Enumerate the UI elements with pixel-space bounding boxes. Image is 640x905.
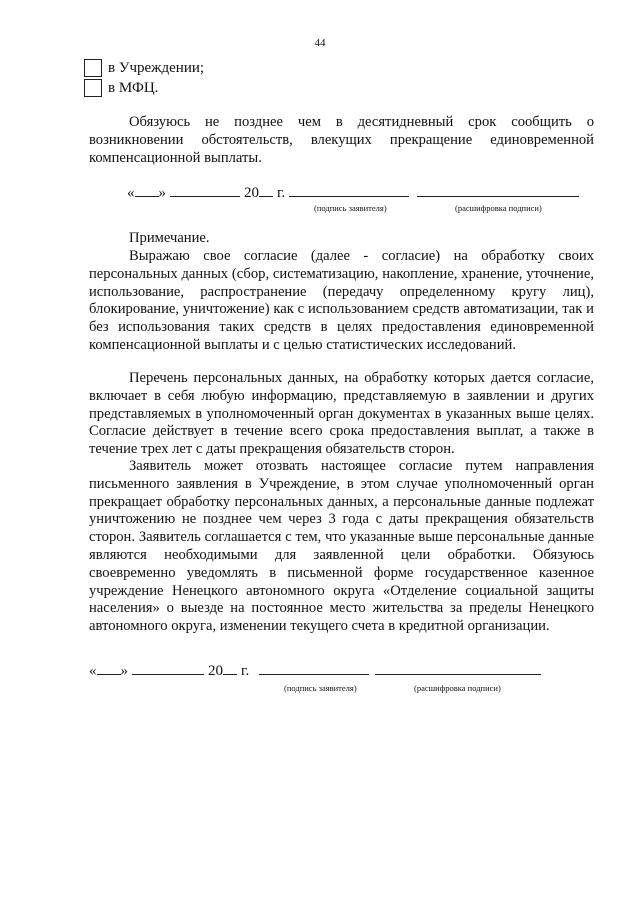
signature-field[interactable] [289,184,409,197]
year-field[interactable] [223,662,237,675]
day-quote-open: « [127,185,135,201]
day-field[interactable] [135,184,159,197]
signature-caption: (подпись заявителя) [314,203,387,213]
option-institution[interactable] [84,58,204,78]
checkbox[interactable] [84,79,102,97]
note-title: Примечание. [129,230,210,246]
decoding-caption: (расшифровка подписи) [414,683,501,693]
year-field[interactable] [259,184,273,197]
year-prefix: 20 [208,663,223,679]
signature-decoding-field[interactable] [417,184,579,197]
page-number: 44 [314,37,326,49]
checkbox[interactable] [84,59,102,77]
consent-paragraph: Выражаю свое согласие (далее - согласие) на обработку своих персональных данных (сбор, систематизацию, накопление, хранение, уточнение, использование, распространение (передачу определенному кругу лиц), блокирование, уничтожение) как с использованием средств автоматизации, так и без использования таких средств в целях предоставления единовременной компенсационной выплаты и с целью статистических исследований. [89,248,594,353]
month-field[interactable] [170,184,240,197]
year-suffix: г. [241,663,250,679]
signature-field[interactable] [259,662,369,675]
decoding-caption: (расшифровка подписи) [455,203,542,213]
day-field[interactable] [97,662,121,675]
day-quote-open: « [89,663,97,679]
withdrawal-paragraph: Заявитель может отозвать настоящее согласие путем направления письменного заявления в Учреждение, в этом случае уполномоченный орган прекращает обработку персональных данных, а персональные данные подлежат уничтожению не позднее чем через 3 года с даты прекращения обязательств сторон. Заявитель соглашается с тем, что указанные выше персональные данные являются необходимыми для заявленной цели обработки. Обязуюсь своевременно уведомлять в письменной форме государственное казенное учреждение Ненецкого автономного округа «Отделение социальной защиты населения» о выезде на постоянное место жительства за пределы Ненецкого автономного округа, изменении текущего счета в кредитной организации. [89,458,594,635]
day-quote-close: » [120,663,128,679]
signature-line-2 [89,662,541,680]
year-suffix: г. [277,185,286,201]
obligation-paragraph: Обязуюсь не позднее чем в десятидневный срок сообщить о возникновении обстоятельств, влекущих прекращение единовременной компенсационной выплаты. [89,114,594,166]
data-list-paragraph: Перечень персональных данных, на обработку которых дается согласие, включает в себя любую информацию, представляемую в заявлении и других представляемых в уполномоченный орган документах в указанных выше целях. Согласие действует в течение всего срока предоставления выплат, а также в течение трех лет с даты прекращения обязательств сторон. [89,370,594,458]
year-prefix: 20 [244,185,259,201]
option-label: в Учреждении; [108,59,205,76]
option-label: в МФЦ. [108,79,159,96]
day-quote-close: » [158,185,166,201]
signature-decoding-field[interactable] [375,662,541,675]
option-mfc[interactable] [84,78,158,98]
signature-caption: (подпись заявителя) [284,683,357,693]
month-field[interactable] [132,662,204,675]
signature-line-1 [127,184,579,202]
